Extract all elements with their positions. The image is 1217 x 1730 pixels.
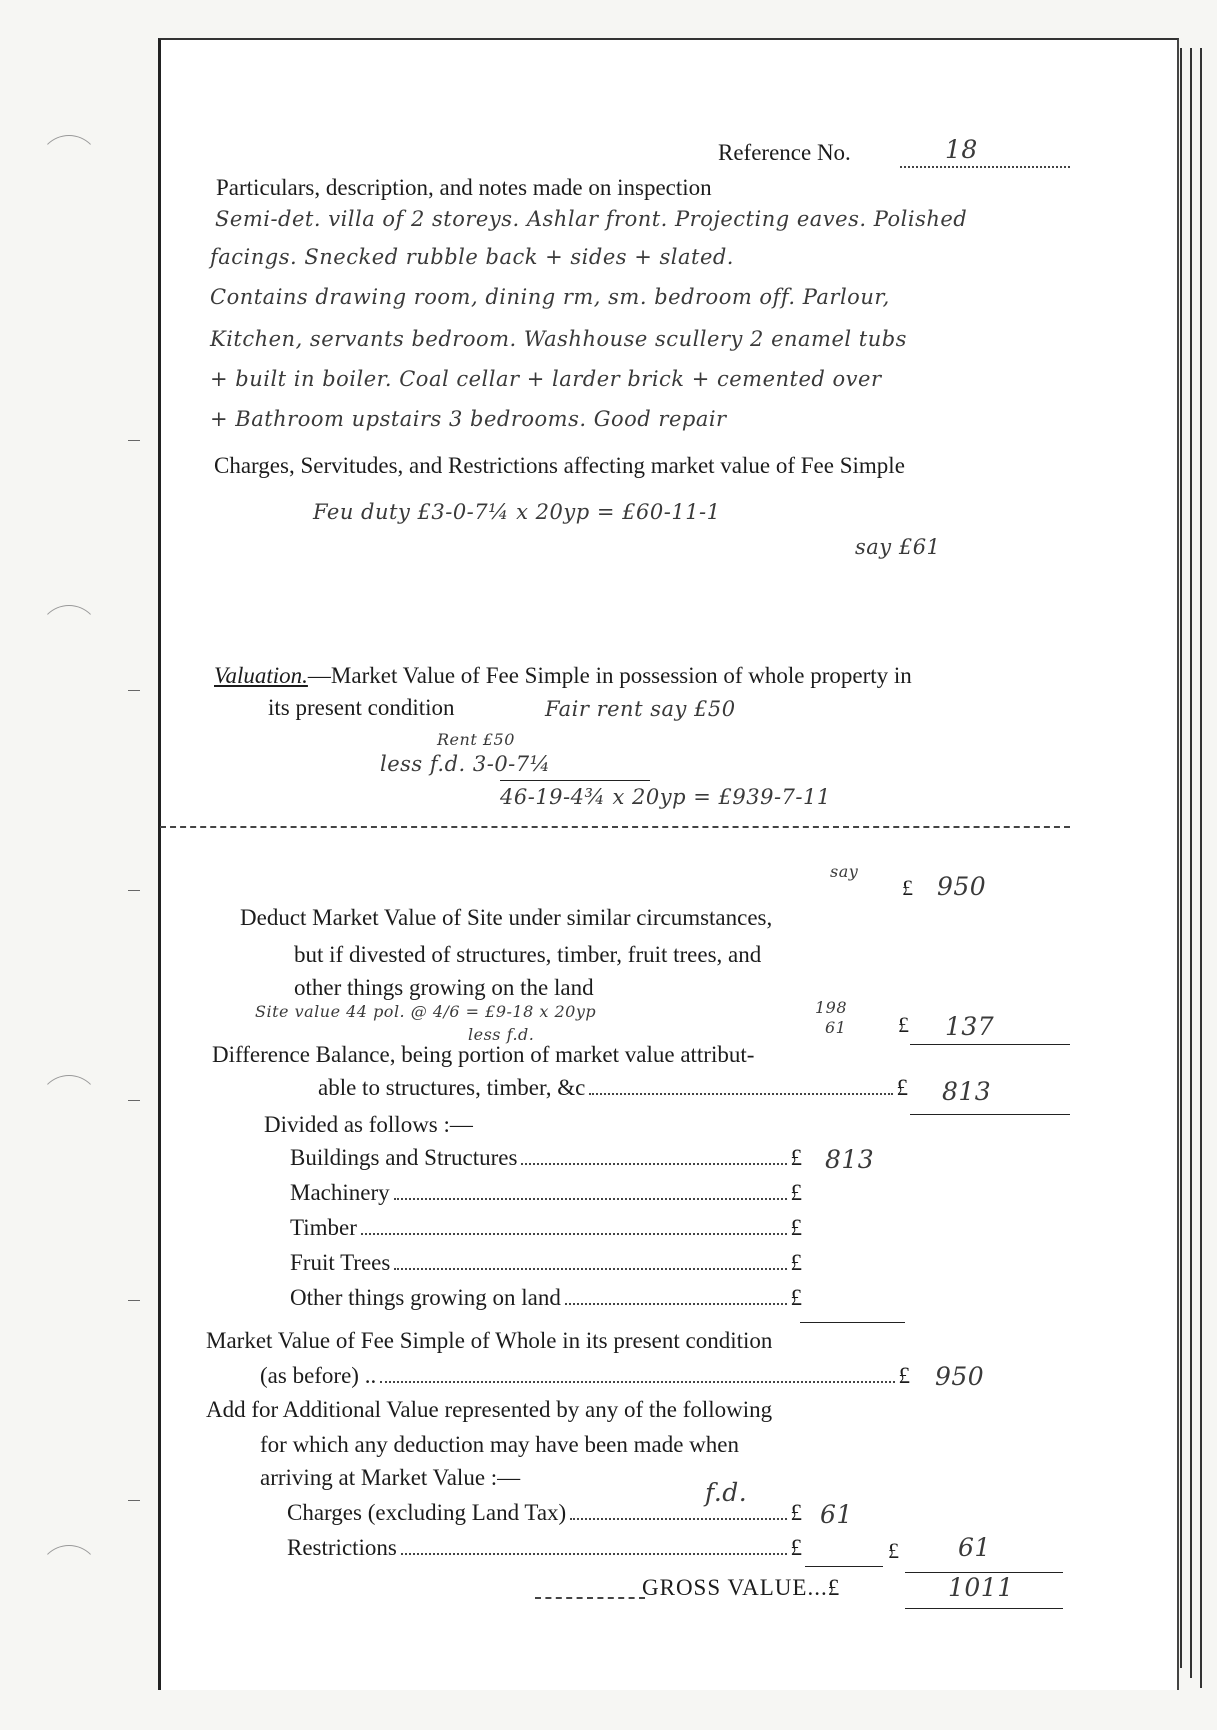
reference-dotted-line [900, 166, 1070, 168]
divided-label: Divided as follows :— [264, 1112, 473, 1137]
valuation-heading-line2: its present condition [268, 695, 455, 720]
less-fd-line: less f.d. 3-0-7¼ [380, 752, 551, 776]
additional-line1: Add for Additional Value represented by any of the following [206, 1397, 773, 1422]
division-row [290, 1180, 802, 1206]
margin-tick [128, 890, 140, 891]
punch-hole-arc [38, 1075, 100, 1137]
punch-hole-arc [38, 605, 100, 667]
leader-dots [394, 1198, 787, 1200]
page-edge-line [1190, 48, 1192, 1678]
feu-duty-note: Feu duty £3-0-7¼ x 20yp = £60-11-1 [313, 500, 721, 524]
pound-sign: £ [902, 875, 913, 900]
fair-rent-note: Fair rent say £50 [545, 697, 736, 721]
margin-tick [128, 1300, 140, 1301]
pound-sign: £ [896, 1075, 908, 1100]
division-label: Fruit Trees [290, 1250, 391, 1275]
page-edge-line [1180, 48, 1182, 1668]
market-whole-row [260, 1363, 910, 1389]
valuation-heading [214, 663, 912, 689]
pound-sign: £ [898, 1363, 910, 1388]
difference-line1: Difference Balance, being portion of market value attribut- [212, 1042, 755, 1067]
feu-duty-say-note: say £61 [855, 535, 941, 559]
division-row [290, 1215, 802, 1241]
leader-dots [394, 1268, 786, 1270]
gross-label [642, 1575, 840, 1601]
valuation-heading-rest: —Market Value of Fee Simple in possession of whole property in [307, 663, 912, 688]
site-value-note: Site value 44 pol. @ 4/6 = £9-18 x 20yp [255, 1002, 597, 1021]
gross-label-text: GROSS VALUE... [642, 1575, 828, 1600]
valuation-calc-line: 46-19-4¾ x 20yp = £939-7-11 [500, 785, 831, 809]
deduct-line3: other things growing on the land [294, 975, 594, 1000]
difference-value-rule [910, 1114, 1070, 1115]
restrictions-row [287, 1535, 802, 1561]
reference-label: Reference No. [718, 140, 851, 165]
pound-sign: £ [790, 1285, 802, 1310]
leader-dots [521, 1163, 786, 1165]
additional-line3: arriving at Market Value :— [260, 1465, 521, 1490]
division-row [290, 1250, 802, 1276]
gross-value: 1011 [948, 1573, 1014, 1602]
rent-line: Rent £50 [437, 730, 515, 749]
inspection-note-line: Contains drawing room, dining rm, sm. bedroom off. Parlour, [210, 285, 890, 309]
inspection-note-line: Kitchen, servants bedroom. Washhouse scullery 2 enamel tubs [210, 327, 907, 351]
punch-hole-arc [38, 1545, 100, 1607]
pound-sign: £ [898, 1012, 909, 1037]
valuation-heading-italic: Valuation. [214, 663, 308, 688]
inspection-note-line: facings. Snecked rubble back + sides + slated. [210, 245, 734, 269]
inspection-heading: Particulars, description, and notes made on inspection [216, 175, 712, 200]
pound-sign: £ [790, 1500, 802, 1525]
difference-value: 813 [942, 1077, 992, 1106]
reference-value: 18 [945, 135, 978, 164]
division-label: Other things growing on land [290, 1285, 561, 1310]
division-row [290, 1145, 802, 1171]
less-fd-note: less f.d. [468, 1025, 535, 1044]
margin-tick [128, 1500, 140, 1501]
difference-line2-row [318, 1075, 908, 1101]
margin-tick [128, 690, 140, 691]
calc-underline [500, 780, 650, 781]
pound-sign: £ [790, 1535, 802, 1560]
additional-line2: for which any deduction may have been made when [260, 1432, 739, 1457]
page-edge-line [1200, 48, 1202, 1688]
margin-tick [128, 440, 140, 441]
pound-sign: £ [888, 1538, 899, 1563]
punch-hole-arc [38, 135, 100, 197]
leader-dots [401, 1553, 787, 1555]
site-calc-bottom: 61 [825, 1018, 847, 1037]
pound-sign: £ [790, 1180, 802, 1205]
market-whole-value: 950 [935, 1362, 985, 1391]
inspection-note-line: + built in boiler. Coal cellar + larder brick + cemented over [210, 367, 882, 391]
site-calc-top: 198 [815, 998, 848, 1017]
division-label: Buildings and Structures [290, 1145, 518, 1170]
charges-heading: Charges, Servitudes, and Restrictions affecting market value of Fee Simple [214, 453, 905, 478]
inspection-note-line: + Bathroom upstairs 3 bedrooms. Good repair [210, 407, 727, 431]
buildings-value: 813 [825, 1145, 875, 1174]
division-label: Timber [290, 1215, 357, 1240]
leader-dots [380, 1381, 894, 1383]
leader-dots [589, 1093, 892, 1095]
market-whole-line2: (as before) .. [260, 1363, 377, 1388]
difference-line2: able to structures, timber, &c [318, 1075, 586, 1100]
gross-dash-line [535, 1597, 645, 1599]
leader-dots [570, 1518, 786, 1520]
valuation-total: 950 [937, 872, 987, 901]
inspection-note-line: Semi-det. villa of 2 storeys. Ashlar front. Projecting eaves. Polished [215, 207, 968, 231]
market-whole-line1: Market Value of Fee Simple of Whole in its present condition [206, 1328, 773, 1353]
margin-tick [128, 1100, 140, 1101]
pound-sign: £ [790, 1250, 802, 1275]
charges-fd-note: f.d. [705, 1478, 748, 1507]
leader-dots [565, 1303, 787, 1305]
pound-sign: £ [790, 1215, 802, 1240]
pound-sign: £ [827, 1575, 841, 1600]
division-label: Machinery [290, 1180, 390, 1205]
pound-sign: £ [790, 1145, 802, 1170]
division-total-rule [800, 1322, 905, 1323]
charges-value: 61 [820, 1500, 853, 1529]
deduct-line1: Deduct Market Value of Site under similar circumstances, [240, 905, 773, 930]
gross-value-rule [905, 1608, 1063, 1609]
restrictions-label: Restrictions [287, 1535, 397, 1560]
deduct-value: 137 [945, 1012, 995, 1041]
division-row [290, 1285, 802, 1311]
restrictions-rule [805, 1566, 883, 1567]
deduct-line2: but if divested of structures, timber, fruit trees, and [294, 942, 762, 967]
deduct-value-rule [910, 1044, 1070, 1045]
charges-label: Charges (excluding Land Tax) [287, 1500, 567, 1525]
say-word: say [830, 862, 859, 881]
section-divider [160, 826, 1070, 828]
leader-dots [361, 1233, 787, 1235]
restrictions-total: 61 [958, 1533, 991, 1562]
